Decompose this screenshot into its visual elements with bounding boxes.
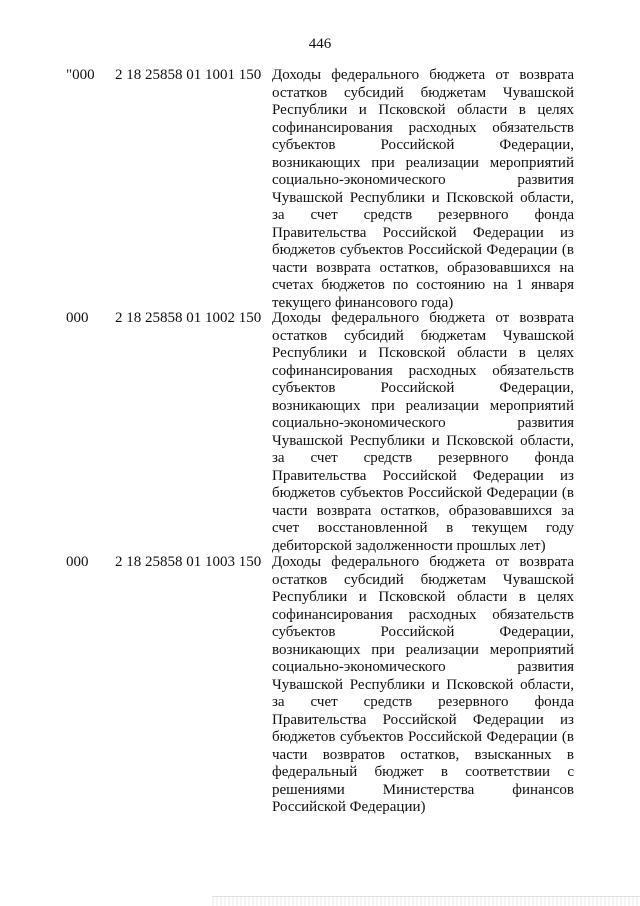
description-line: дебиторской задолженности прошлых лет) xyxy=(272,537,546,554)
description-line: части возвратов остатков, взысканных в xyxy=(272,746,574,763)
description-line: остатков субсидий бюджетам Чувашской xyxy=(272,84,574,101)
administrator-code: 000 xyxy=(66,554,89,570)
description-line: Республики и Псковской области в целях xyxy=(272,102,574,118)
description-line: Правительства Российской Федерации из xyxy=(272,467,574,484)
administrator-code: "000 xyxy=(66,67,95,83)
description-line: бюджетов субъектов Российской Федерации (в xyxy=(272,242,574,258)
table-row xyxy=(0,310,640,554)
budget-classification-code: 2 18 25858 01 1001 150 xyxy=(115,67,262,83)
description-line: за счет средств резервного фонда xyxy=(272,207,574,223)
description-line: Доходы федерального бюджета от возврата xyxy=(272,554,574,570)
income-description xyxy=(272,67,574,312)
budget-classification-code: 2 18 25858 01 1003 150 xyxy=(115,554,262,570)
description-line: за счет средств резервного фонда xyxy=(272,694,574,710)
page-number: 446 xyxy=(308,36,332,52)
description-line: софинансирования расходных обязательств xyxy=(272,362,574,379)
description-line: софинансирования расходных обязательств xyxy=(272,606,574,623)
description-line: социально-экономического развития xyxy=(272,172,574,188)
description-line: бюджетов субъектов Российской Федерации (в xyxy=(272,485,574,501)
description-line: субъектов Российской Федерации, xyxy=(272,624,574,640)
table-row xyxy=(0,67,640,310)
description-line: Доходы федерального бюджета от возврата xyxy=(272,310,574,326)
income-description xyxy=(272,554,574,817)
description-line: Республики и Псковской области в целях xyxy=(272,345,574,361)
income-description xyxy=(272,310,574,555)
description-line: Правительства Российской Федерации из xyxy=(272,224,574,241)
description-line: Правительства Российской Федерации из xyxy=(272,711,574,728)
description-line: субъектов Российской Федерации, xyxy=(272,380,574,396)
description-line: Чувашской Республики и Псковской области, xyxy=(272,432,574,449)
income-code-table xyxy=(0,67,640,814)
description-line: счетах бюджетов по состоянию на 1 января xyxy=(272,277,574,293)
description-line: остатков субсидий бюджетам Чувашской xyxy=(272,327,574,344)
budget-classification-code: 2 18 25858 01 1002 150 xyxy=(115,310,262,326)
description-line: бюджетов субъектов Российской Федерации (в xyxy=(272,729,574,745)
description-line: софинансирования расходных обязательств xyxy=(272,119,574,136)
description-line: счет восстановленной в текущем году xyxy=(272,520,574,536)
description-line: социально-экономического развития xyxy=(272,659,574,675)
description-line: социально-экономического развития xyxy=(272,415,574,431)
description-line: субъектов Российской Федерации, xyxy=(272,137,574,153)
description-line: текущего финансового года) xyxy=(272,294,454,311)
description-line: Российской Федерации) xyxy=(272,799,426,815)
table-row xyxy=(0,554,640,814)
description-line: Доходы федерального бюджета от возврата xyxy=(272,67,574,83)
description-line: федеральный бюджет в соответствии с xyxy=(272,764,574,780)
description-line: остатков субсидий бюджетам Чувашской xyxy=(272,571,574,588)
description-line: Республики и Псковской области в целях xyxy=(272,589,574,605)
description-line: части возврата остатков, образовавшихся на xyxy=(272,259,574,276)
description-line: Чувашской Республики и Псковской области, xyxy=(272,189,574,206)
description-line: Чувашской Республики и Псковской области, xyxy=(272,676,574,693)
description-line: за счет средств резервного фонда xyxy=(272,450,574,466)
administrator-code: 000 xyxy=(66,310,89,326)
description-line: возникающих при реализации мероприятий xyxy=(272,154,574,171)
description-line: части возврата остатков, образовавшихся за xyxy=(272,502,574,519)
description-line: решениями Министерства финансов xyxy=(272,781,574,798)
description-line: возникающих при реализации мероприятий xyxy=(272,641,574,658)
description-line: возникающих при реализации мероприятий xyxy=(272,397,574,414)
